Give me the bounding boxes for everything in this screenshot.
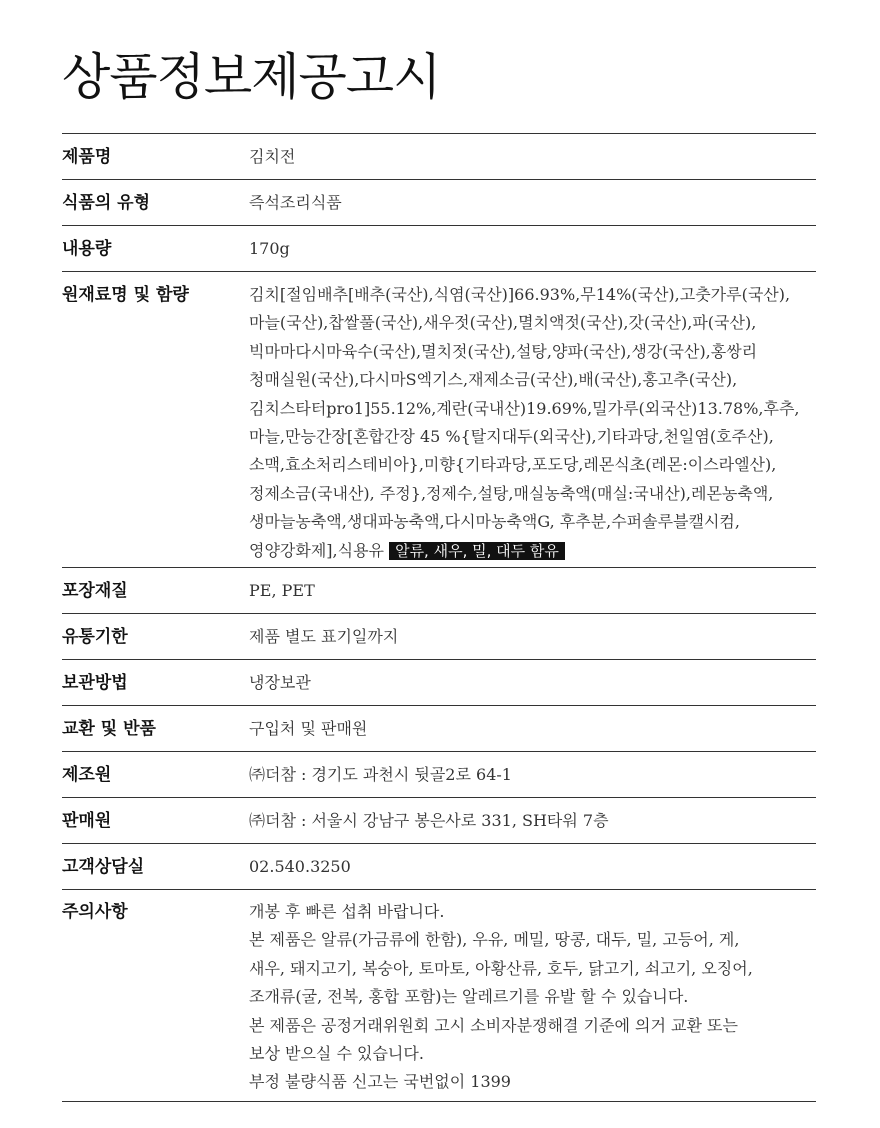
info-row [62,844,816,890]
value-line: ㈜더참 : 경기도 과천시 뒷골2로 64-1 [249,765,512,784]
row-value [249,669,816,697]
row-label: 주의사항 [62,902,128,922]
row-value [249,807,816,835]
row-label: 내용량 [62,239,112,259]
value-line: 본 제품은 공정거래위원회 고시 소비자분쟁해결 기준에 의거 교환 또는 [249,1015,738,1035]
row-value [249,623,816,651]
value-line: 개봉 후 빠른 섭취 바랍니다. [249,902,445,921]
row-label: 제조원 [62,765,112,785]
value-line: 마늘,만능간장[혼합간장 45 %{탈지대두(외국산),기타과당,천일염(호주산), [249,426,774,446]
page-title: 상품정보제공고시 [62,48,441,106]
value-line: 생마늘농축액,생대파농축액,다시마농축액G, 후추분,수퍼솔루블캘시컴, [249,512,740,532]
row-value [249,189,816,217]
info-table [62,133,816,1102]
value-line: 소맥,효소처리스테비아},미향{기타과당,포도당,레몬식초(레몬:이스라엘산), [249,455,777,475]
info-row [62,226,816,272]
value-line: 부정 불량식품 신고는 국번없이 1399 [249,1072,511,1092]
value-line: 본 제품은 알류(가금류에 한함), 우유, 메밀, 땅콩, 대두, 밀, 고등어, 게, [249,930,740,950]
value-line: PE, PET [249,581,315,600]
row-value [249,235,816,263]
row-label: 유통기한 [62,627,128,647]
row-label: 고객상담실 [62,857,145,877]
row-label: 교환 및 반품 [62,719,156,739]
value-line: 영양강화제],식용유 알류, 새우, 밀, 대두 함유 [249,537,816,565]
value-line: 마늘(국산),찹쌀풀(국산),새우젓(국산),멸치액젓(국산),갓(국산),파(국산), [249,313,757,333]
info-row [62,180,816,226]
value-line: 구입처 및 판매원 [249,719,368,738]
value-line: 즉석조리식품 [249,193,342,212]
row-value [249,281,816,565]
value-line: 냉장보관 [249,673,311,692]
info-row [62,272,816,568]
row-value [249,715,816,743]
row-label: 식품의 유형 [62,193,151,213]
info-row [62,706,816,752]
value-line: 제품 별도 표기일까지 [249,627,399,646]
value-line: 170g [249,239,290,258]
info-row [62,568,816,614]
row-label: 포장재질 [62,581,128,601]
row-value [249,143,816,171]
row-label: 원재료명 및 함량 [62,285,189,305]
row-label: 판매원 [62,811,112,831]
value-line: 보상 받으실 수 있습니다. [249,1043,424,1063]
value-line: 청매실원(국산),다시마S엑기스,재제소금(국산),배(국산),홍고추(국산), [249,370,738,390]
info-row [62,798,816,844]
row-label: 보관방법 [62,673,128,693]
value-line: 정제소금(국내산), 주정},정제수,설탕,매실농축액(매실:국내산),레몬농축액, [249,483,774,503]
info-row [62,752,816,798]
info-row [62,614,816,660]
row-value [249,898,816,1097]
value-line: ㈜더참 : 서울시 강남구 봉은사로 331, SH타워 7층 [249,811,609,830]
value-line: 김치스타터pro1]55.12%,계란(국내산)19.69%,밀가루(외국산)13.78%,후추, [249,398,800,418]
row-value [249,761,816,789]
value-line: 02.540.3250 [249,857,351,876]
value-line: 김치[절임배추[배추(국산),식염(국산)]66.93%,무14%(국산),고춧가루(국산), [249,285,791,304]
info-row [62,660,816,706]
info-row [62,134,816,180]
value-line: 조개류(굴, 전복, 홍합 포함)는 알레르기를 유발 할 수 있습니다. [249,987,689,1007]
row-value [249,853,816,881]
info-row [62,890,816,1102]
allergen-badge: 알류, 새우, 밀, 대두 함유 [389,542,565,560]
value-line: 김치전 [249,147,296,166]
value-line: 새우, 돼지고기, 복숭아, 토마토, 아황산류, 호두, 닭고기, 쇠고기, 오징어, [249,958,753,978]
row-label: 제품명 [62,147,112,167]
value-line: 빅마마다시마육수(국산),멸치젓(국산),설탕,양파(국산),생강(국산),홍쌍리 [249,341,758,361]
row-value [249,577,816,605]
